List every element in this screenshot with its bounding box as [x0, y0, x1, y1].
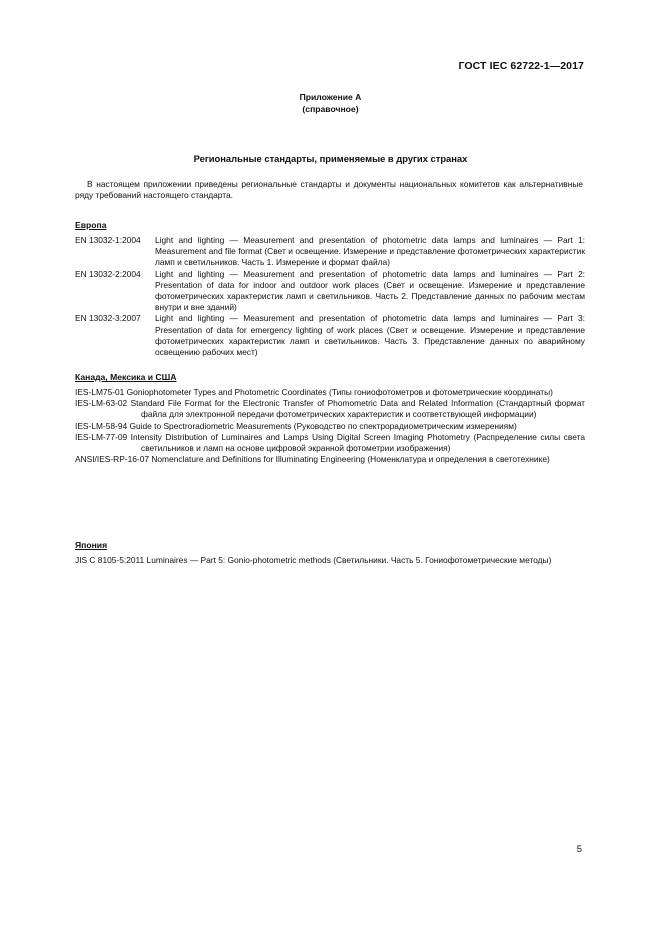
list-item	[75, 398, 585, 420]
standard-description: Nomenclature and Definitions for Illuminating Engineering (Номенклатура и определения в светотехнике)	[151, 454, 550, 465]
region-heading-europe: Европа	[75, 220, 107, 230]
standard-description: Luminaires — Part 5: Gonio-photometric methods (Светильники. Часть 5. Гониофотометрические методы)	[146, 555, 552, 565]
region-heading-north-america: Канада, Мексика и США	[75, 372, 177, 382]
standard-description: Intensity Distribution of Luminaires and Lamps Using Digital Screen Imaging Photometry (Распределение силы света светильников и ламп на основе цифровой экранной фотометрии изображения)	[130, 431, 585, 454]
standard-description: Guide to Spectroradiometric Measurements (Руководство по спектрорадиометрическим измерениям)	[129, 420, 517, 431]
standard-description: Light and lighting — Measurement and presentation of photometric data lamps and luminaires — Part 2: Presentation of data for indoor and outdoor work places (Свет и освещение. Измерение и представление фотометрических характеристик ламп и светильников. Часть 2. Представление данных по рабочим местам внутри и вне зданий)	[155, 268, 585, 313]
standard-code: EN 13032-2:2004	[75, 268, 141, 279]
list-item	[75, 454, 585, 465]
japan-entry-list	[75, 555, 585, 566]
standard-code: EN 13032-3:2007	[75, 313, 141, 324]
region-heading-japan: Япония	[75, 540, 108, 550]
north-america-entry-list	[75, 387, 585, 465]
standard-header: ГОСТ IEC 62722-1—2017	[458, 60, 584, 72]
standard-code: IES-LM-63-02	[75, 398, 131, 409]
annex-heading	[0, 92, 661, 115]
list-item	[75, 387, 585, 398]
list-item	[75, 421, 585, 432]
list-item	[75, 313, 585, 358]
europe-entry-list	[75, 235, 585, 358]
standard-description: Light and lighting — Measurement and presentation of photometric data lamps and luminaires — Part 1: Measurement and file format (Свет и освещение. Измерение и представление фотометрических характеристик ламп и светильников. Часть 1. Измерение и формат файла)	[155, 235, 585, 268]
list-item	[75, 235, 585, 269]
standard-code: IES-LM-58-94	[75, 420, 130, 431]
standard-code: ANSI/IES-RP-16-07	[75, 454, 152, 465]
standard-description: Light and lighting — Measurement and presentation of photometric data lamps and luminaires — Part 3: Presentation of data for emergency lighting of work places (Свет и освещение. Измерение и представление фотометрических характеристик ламп и светильников. Часть 3. Представление данных по аварийному освещению рабочих мест)	[155, 313, 585, 358]
standard-code: JIS C 8105-5:2011	[75, 555, 147, 565]
standard-description: Goniophotometer Types and Photometric Coordinates (Типы гониофотометров и фотометрические координаты)	[126, 387, 553, 397]
annex-title: Приложение А	[299, 92, 362, 102]
standard-code: IES-LM75-01	[75, 387, 127, 397]
section-title: Региональные стандарты, применяемые в других странах	[193, 153, 468, 164]
page-number: 5	[576, 844, 582, 855]
list-item	[75, 432, 585, 454]
standard-description: Standard File Format for the Electronic Transfer of Phomometric Data and Related Information (Стандартный формат файла для электронной передачи фотометрических характеристик и соответствующей информации)	[130, 398, 585, 420]
list-item	[75, 269, 585, 314]
standard-code: IES-LM-77-09	[75, 431, 131, 442]
annex-subtitle: (справочное)	[302, 103, 359, 114]
list-item	[75, 555, 585, 566]
intro-paragraph: В настоящем приложении приведены региональные стандарты и документы национальных комитетов как альтернативные ряду требований настоящего стандарта.	[75, 179, 583, 201]
standard-code: EN 13032-1:2004	[75, 235, 141, 245]
